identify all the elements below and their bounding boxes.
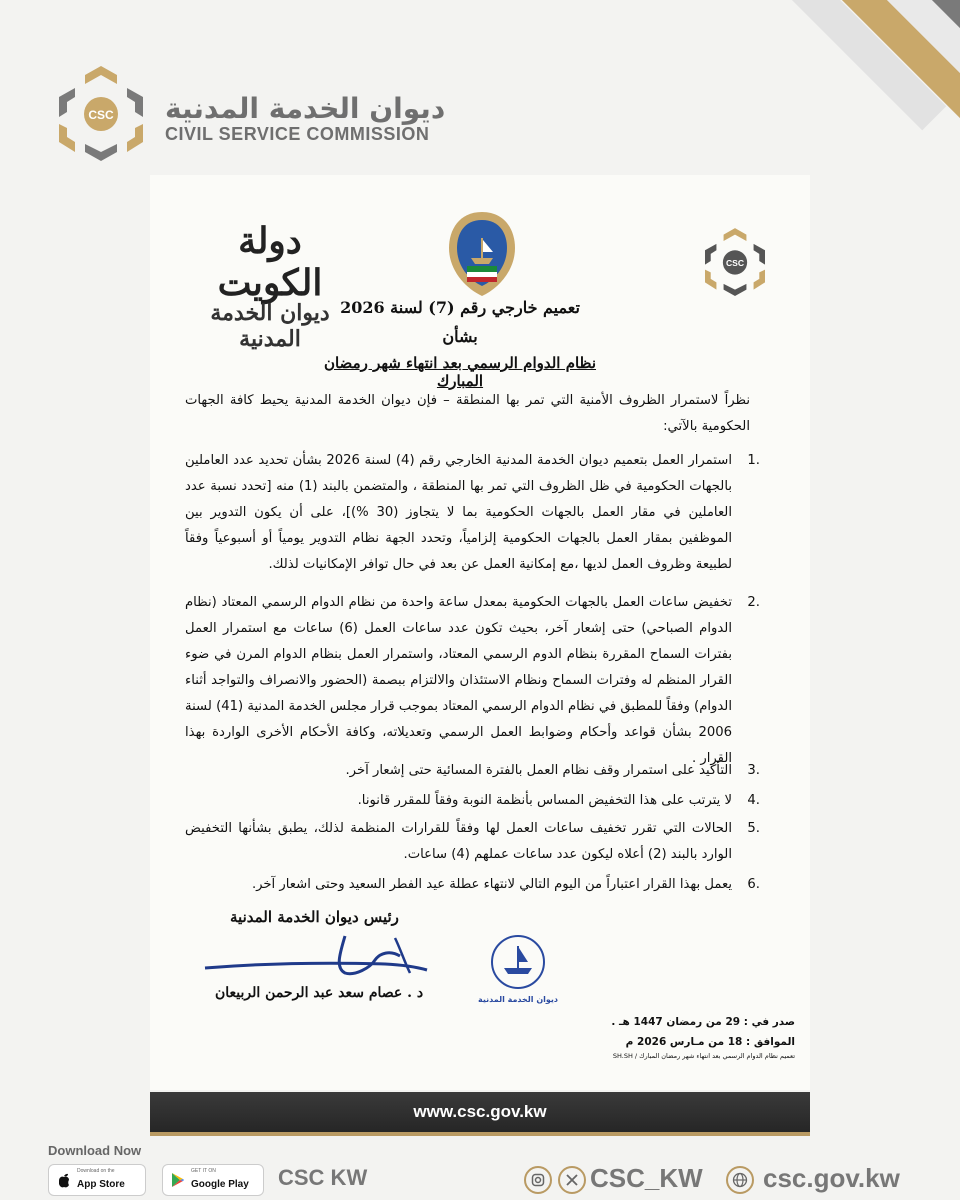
item-text: لا يترتب على هذا التخفيض المساس بأنظمة النوبة وفقاً للمقرر قانونا. [357,793,732,808]
instagram-icon[interactable] [524,1166,552,1194]
kuwait-emblem-icon [445,208,519,300]
app-store-label: App Store [77,1179,125,1190]
gold-underline [150,1132,810,1136]
social-handle[interactable]: CSC_KW [590,1163,703,1193]
intro-paragraph: نظراً لاستمرار الظروف الأمنية التي تمر بها المنطقة – فإن ديوان الخدمة المدنية يحيط كافة الجهات الحكومية بالآتي: [185,393,750,434]
official-stamp-icon [478,928,558,1008]
brand-name: CSC KW [278,1165,368,1190]
item-text: التأكيد على استمرار وقف نظام العمل بالفترة المسائية حتى إشعار آخر. [345,763,732,778]
svg-text:CSC: CSC [88,108,114,122]
website-bar [150,1092,810,1132]
item-number: .3 [747,763,760,778]
signatory-title: رئيس ديوان الخدمة المدنية [230,908,399,926]
list-item [185,816,760,868]
list-item [185,872,760,898]
csc-badge-icon [695,222,775,300]
signatory-name: د . عصام سعد عبد الرحمن الربيعان [215,985,424,1001]
signature-icon [195,928,435,988]
x-twitter-icon[interactable] [558,1166,586,1194]
item-text: يعمل بهذا القرار اعتباراً من اليوم التالي لانتهاء عطلة عيد الفطر السعيد وحتى اشعار آخر. [251,877,732,892]
document-title-block [300,298,620,390]
item-number: .1 [747,453,760,468]
corresponding-date: الموافق : 18 من مـارس 2026 م [625,1036,795,1048]
list-item [185,448,760,578]
apple-icon [57,1172,71,1188]
item-text: تخفيض ساعات العمل بالجهات الحكومية بمعدل ساعة واحدة من نظام الدوام الرسمي المعتاد (نظام الدوام الصباحي) حتى إشعار آخر، بحيث تكون عدد ساعات العمل (6) ساعات مع استمرار العمل بفترات السماح المقررة بنظام الدوم الرسمي المعتاد، واستمرار العمل بنظام الدوام المرن في ضوء القرار المنظم له وفترات السماح ونظام الاستئذان والالتزام ببصمة (الحضور والانصراف والتواجد أثناء الدوام) وفقاً للمطبق في نظام الدوام الرسمي المعتاد بموجب قرار مجلس الخدمة المدنية (41) لسنة 2006 بشأن قواعد وأحكام وضوابط العمل الرسمي وتعديلاته، وكافة الأحكام الأخرى الواردة بهذا القرار . [185,595,732,766]
item-number: .5 [747,821,760,836]
website-link[interactable]: csc.gov.kw [763,1163,900,1193]
circular-title: تعميم خارجي رقم (7) لسنة 2026 [340,298,580,317]
google-play-small-text: GET IT ON [191,1168,216,1174]
regarding-label: بشأن [442,327,478,346]
org-name-ar: ديوان الخدمة المدنية [165,92,446,125]
svg-text:CSC: CSC [725,258,745,268]
csc-logo-icon [45,62,157,162]
google-play-icon [171,1172,185,1188]
item-number: .2 [747,595,760,610]
app-store-small-text: Download on the [77,1168,115,1174]
list-item [185,758,760,784]
issued-date: صدر في : 29 من رمضان 1447 هـ . [611,1016,795,1028]
item-text: استمرار العمل بتعميم ديوان الخدمة المدنية الخارجي رقم (4) لسنة 2026 بشأن تحديد عدد العاملين بالجهات الحكومية في ظل الظروف التي تمر بها المنطقة ، والمتضمن بالبند (1) منه [تحدد نسبة عدد العاملين في مقار العمل بالجهات الحكومية بما لا يتجاوز (30 %)]، على أن يكون التدوير بين الموظفين بمقار العمل بالجهات الحكومية إلزامياً، وتحدد الجهة نظام التدوير يومياً أو أسبوعياً وفقاً لطبيعة وظروف العمل لديها ،مع إمكانية العمل عن بعد في حال توافر الإمكانيات لذلك. [185,453,733,572]
download-label: Download Now [48,1143,142,1158]
google-play-label: Google Play [191,1179,249,1190]
state-name: دولة الكويت [217,220,323,304]
website-url[interactable]: www.csc.gov.kw [413,1102,547,1121]
list-item [185,590,760,772]
app-store-button[interactable] [48,1164,146,1196]
item-number: .4 [747,793,760,808]
globe-icon[interactable] [726,1166,754,1194]
department-name: ديوان الخدمة المدنية [210,300,330,352]
item-number: .6 [747,877,760,892]
item-text: الحالات التي تقرر تخفيف ساعات العمل لها وفقاً للقرارات المنظمة لذلك، يطبق بشأنها التخفيض الوارد بالبند (2) أعلاه ليكون عدد ساعات عملهم (4) ساعات. [185,821,732,862]
document-reference: تعميم نظام الدوام الرسمي بعد انتهاء شهر رمضان المبارك / SH.SH [612,1052,795,1060]
list-item [185,788,760,814]
svg-text:ديوان الخدمة المدنية: ديوان الخدمة المدنية [478,995,558,1004]
google-play-button[interactable] [162,1164,264,1196]
org-name-en: CIVIL SERVICE COMMISSION [165,124,430,144]
decorative-stripes [660,0,960,170]
subject-line: نظام الدوام الرسمي بعد انتهاء شهر رمضان المبارك [323,354,597,390]
date-block [555,1012,795,1052]
